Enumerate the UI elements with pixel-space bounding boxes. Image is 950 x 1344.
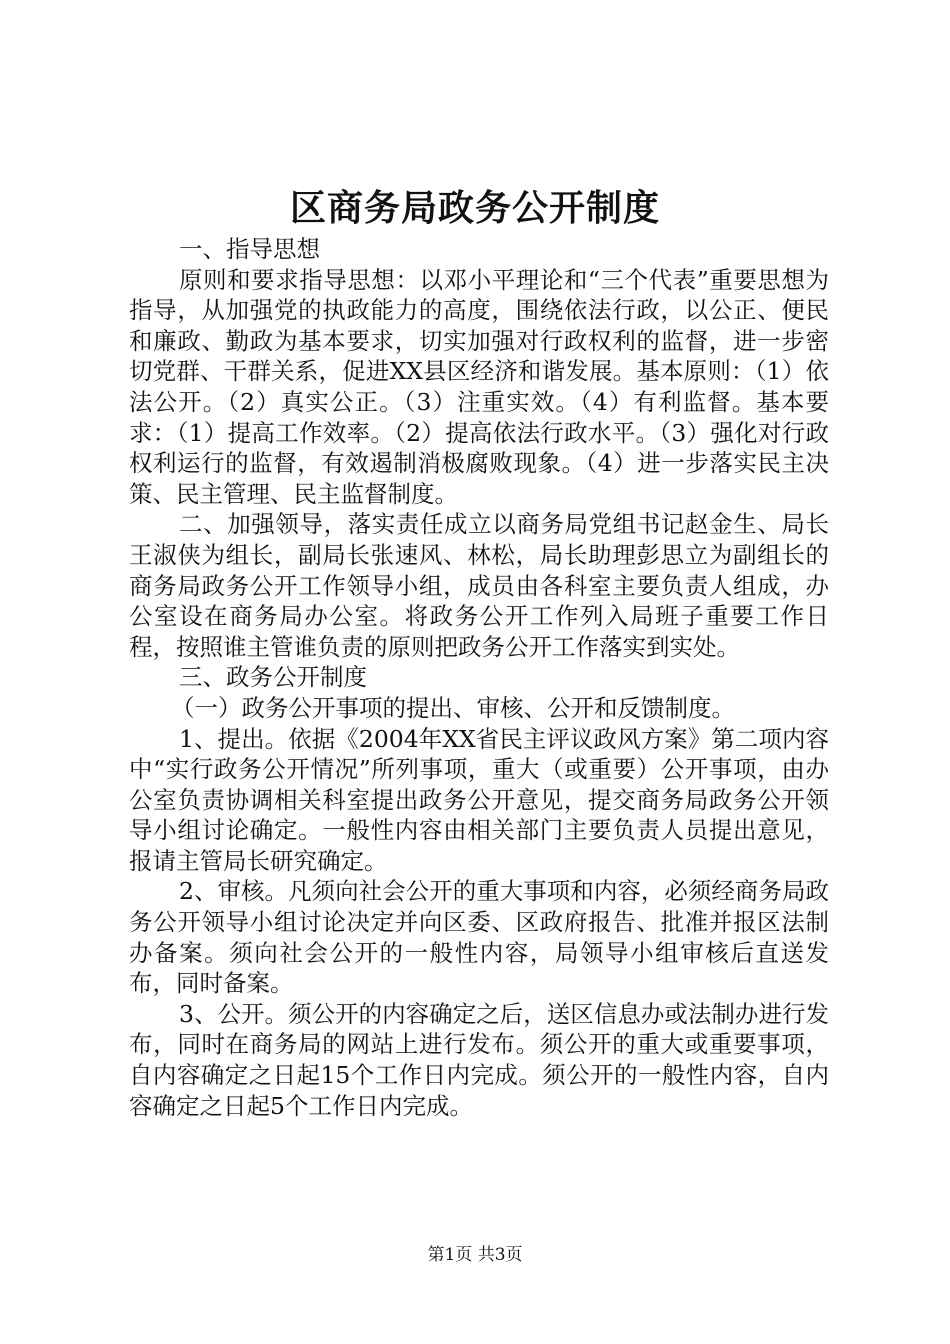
paragraph-principles: 原则和要求指导思想：以邓小平理论和“三个代表”重要思想为指导，从加强党的执政能力的高度，围绕依法行政，以公正、便民和廉政、勤政为基本要求，切实加强对行政权利的监督，进一步密切党群、干群关系，促进XX县区经济和谐发展。基本原则：（1）依法公开。（2）真实公正。（3）注重实效。（4）有利监督。基本要求：（1）提高工作效率。（2）提高依法行政水平。（3）强化对行政权利运行的监督，有效遏制消极腐败现象。（4）进一步落实民主决策、民主管理、民主监督制度。 xyxy=(129,265,829,508)
document-title: 区商务局政务公开制度 xyxy=(289,187,660,229)
section-heading-3: 三、政务公开制度 xyxy=(179,663,367,692)
paragraph-publication: 3、公开。须公开的内容确定之后，送区信息办或法制办进行发布，同时在商务局的网站上进行发布。须公开的重大或重要事项，自内容确定之日起15个工作日内完成。须公开的一般性内容，自内容确定之日起5个工作日内完成。 xyxy=(129,999,829,1120)
paragraph-proposal: 1、提出。依据《2004年XX省民主评议政风方案》第二项内容中“实行政务公开情况”所列事项，重大（或重要）公开事项，由办公室负责协调相关科室提出政务公开意见，提交商务局政务公开领导小组讨论确定。一般性内容由相关部门主要负责人员提出意见，报请主管局长研究确定。 xyxy=(129,724,829,875)
page-footer: 第1页 共3页 xyxy=(427,1245,523,1265)
paragraph-leadership: 二、加强领导，落实责任成立以商务局党组书记赵金生、局长王淑侠为组长，副局长张速风、林松，局长助理彭思立为副组长的商务局政务公开工作领导小组，成员由各科室主要负责人组成，办公室设在商务局办公室。将政务公开工作列入局班子重要工作日程，按照谁主管谁负责的原则把政务公开工作落实到实处。 xyxy=(129,510,829,661)
document-body xyxy=(129,234,829,1121)
section-heading-1: 一、指导思想 xyxy=(179,235,320,263)
paragraph-review: 2、审核。凡须向社会公开的重大事项和内容，必须经商务局政务公开领导小组讨论决定并向区委、区政府报告、批准并报区法制办备案。须向社会公开的一般性内容，局领导小组审核后直送发布，同时备案。 xyxy=(129,877,829,998)
subsection-heading-1: （一）政务公开事项的提出、审核、公开和反馈制度。 xyxy=(171,693,735,722)
